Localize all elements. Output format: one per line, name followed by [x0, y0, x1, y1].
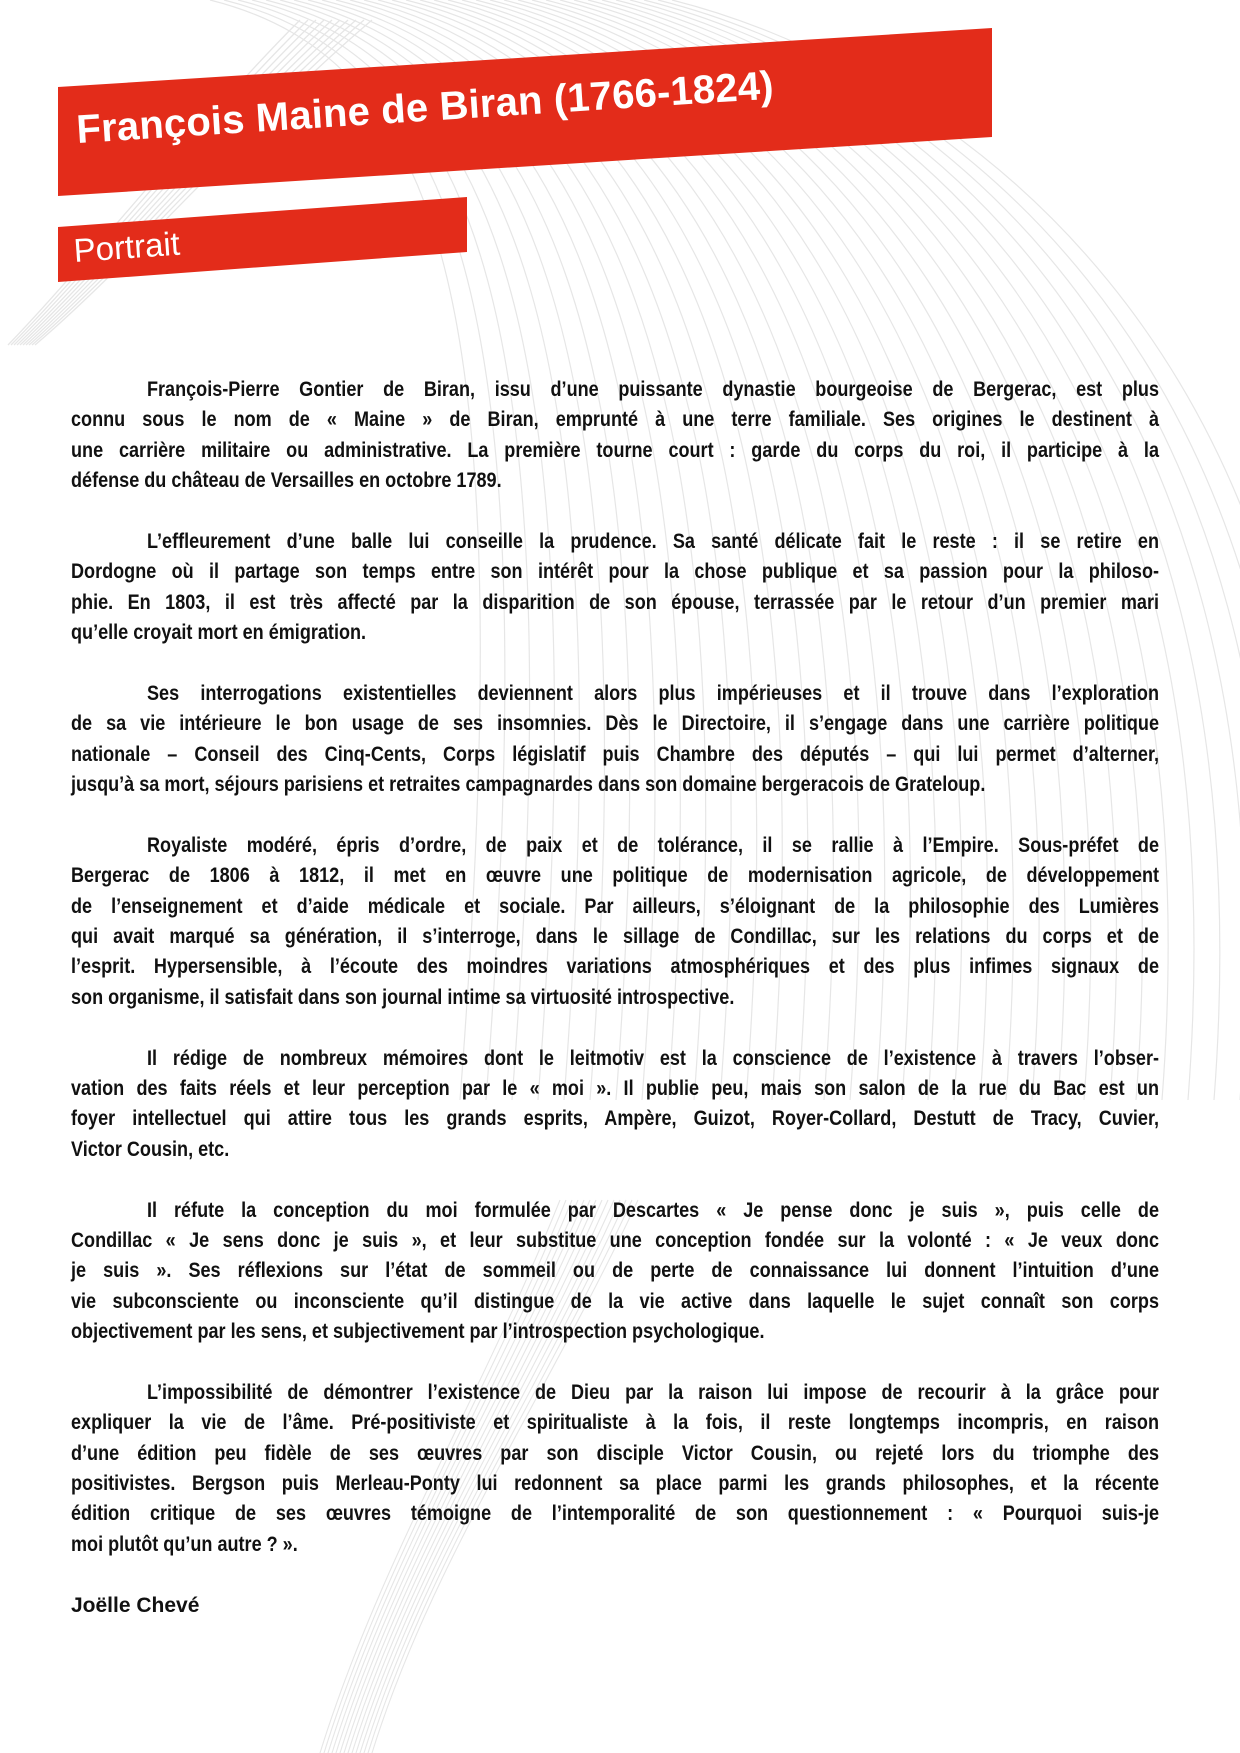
- paragraph-line: [71, 1287, 1159, 1317]
- paragraph-line-text: édition critique de ses œuvres témoigne de l’intemporalité de son questionnement : « Pourquoi suis-je: [71, 1502, 1160, 1526]
- paragraph-line-text: foyer intellectuel qui attire tous les grands esprits, Ampère, Guizot, Royer-Collard, Destutt de Tracy, Cuvier,: [71, 1107, 1159, 1131]
- paragraph-line: [71, 557, 1159, 587]
- paragraph-line-text: Ses interrogations existentielles deviennent alors plus impérieuses et il trouve dans l’exploration: [147, 681, 1160, 705]
- paragraph-line-text: Royaliste modéré, épris d’ordre, de paix et de tolérance, il se rallie à l’Empire. Sous-préfet de: [147, 833, 1159, 857]
- paragraph-line-text: expliquer la vie de l’âme. Pré-positiviste et spiritualiste à la fois, il reste longtemps incompris, en raison: [71, 1411, 1159, 1435]
- paragraph-line-text: d’une édition peu fidèle de ses œuvres par son disciple Victor Cousin, ou rejeté lors du triomphe des: [71, 1441, 1159, 1465]
- author-signature: Joëlle Chevé: [71, 1593, 200, 1617]
- article-paragraph: [71, 1044, 1159, 1166]
- paragraph-line-text: de l’enseignement et d’aide médicale et sociale. Par ailleurs, s’éloignant de la philosophie des Lumières: [71, 894, 1160, 918]
- paragraph-line-text: objectivement par les sens, et subjectivement par l’introspection psychologique.: [71, 1320, 765, 1344]
- paragraph-line: [71, 375, 1159, 405]
- paragraph-line-text: qu’elle croyait mort en émigration.: [71, 621, 367, 645]
- paragraph-line-text: l’esprit. Hypersensible, à l’écoute des moindres variations atmosphériques et des plus infimes signaux de: [71, 955, 1159, 979]
- paragraph-line: [71, 1317, 1159, 1347]
- paragraph-line: [71, 983, 1159, 1013]
- paragraph-line-text: Condillac « Je sens donc je suis », et leur substitue une conception fondée sur la volonté : « Je veux donc: [71, 1228, 1159, 1252]
- paragraph-line: [71, 1226, 1159, 1256]
- page-title: François Maine de Biran (1766-1824): [75, 63, 775, 153]
- paragraph-line-text: son organisme, il satisfait dans son journal intime sa virtuosité introspective.: [71, 985, 735, 1009]
- paragraph-line-text: jusqu’à sa mort, séjours parisiens et retraites campagnardes dans son domaine bergeracois de Grateloup.: [71, 773, 986, 797]
- paragraph-line: [71, 861, 1159, 891]
- paragraph-line: [71, 922, 1159, 952]
- paragraph-line-text: Il réfute la conception du moi formulée par Descartes « Je pense donc je suis », puis celle de: [147, 1198, 1160, 1222]
- article-paragraph: [71, 1196, 1159, 1348]
- paragraph-line-text: Il rédige de nombreux mémoires dont le leitmotiv est la conscience de l’existence à travers l’obser-: [147, 1046, 1160, 1070]
- article-body: [71, 375, 1159, 1621]
- paragraph-line: [71, 1044, 1159, 1074]
- paragraph-line-text: phie. En 1803, il est très affecté par la disparition de son épouse, terrassée par le retour d’un premier mari: [71, 590, 1159, 614]
- paragraph-line: [71, 1074, 1159, 1104]
- section-label: Portrait: [72, 224, 182, 270]
- paragraph-line: [71, 588, 1159, 618]
- article-paragraph: [71, 375, 1159, 497]
- paragraph-line: [71, 952, 1159, 982]
- article-paragraph: [71, 831, 1159, 1013]
- article-paragraph: [71, 527, 1159, 649]
- paragraph-line: [71, 527, 1159, 557]
- paragraph-line-text: L’effleurement d’une balle lui conseille la prudence. Sa santé délicate fait le reste : il se retire en: [147, 529, 1160, 553]
- paragraph-line: [71, 466, 1159, 496]
- paragraph-line: [71, 405, 1159, 435]
- paragraph-line: [71, 618, 1159, 648]
- paragraph-line-text: une carrière militaire ou administrative. La première tourne court : garde du corps du roi, il participe à la: [71, 438, 1159, 462]
- paragraph-line-text: positivistes. Bergson puis Merleau-Ponty lui redonnent sa place parmi les grands philosophes, et la récente: [71, 1472, 1159, 1496]
- paragraph-line: [71, 770, 1159, 800]
- paragraph-line-text: je suis ». Ses réflexions sur l’état de sommeil ou de perte de connaissance lui donnent l’intuition d’une: [71, 1259, 1159, 1283]
- paragraph-line: [71, 1469, 1159, 1499]
- paragraph-line: [71, 1378, 1159, 1408]
- paragraph-line: [71, 740, 1159, 770]
- paragraph-line-text: Bergerac de 1806 à 1812, il met en œuvre une politique de modernisation agricole, de développement: [71, 864, 1159, 888]
- paragraph-line: [71, 892, 1159, 922]
- paragraph-line-text: nationale – Conseil des Cinq-Cents, Corps législatif puis Chambre des députés – qui lui permet d’alterner,: [71, 742, 1160, 766]
- paragraph-line: [71, 436, 1159, 466]
- paragraph-line: [71, 1530, 1159, 1560]
- paragraph-line-text: de sa vie intérieure le bon usage de ses insomnies. Dès le Directoire, il s’engage dans une carrière politique: [71, 712, 1159, 736]
- title-banner-shape: [0, 0, 1240, 320]
- paragraph-line: [71, 709, 1159, 739]
- paragraph-line: [71, 1256, 1159, 1286]
- paragraph-line: [71, 679, 1159, 709]
- article-paragraph: [71, 679, 1159, 801]
- paragraph-line: [71, 1439, 1159, 1469]
- paragraph-line-text: François-Pierre Gontier de Biran, issu d’une puissante dynastie bourgeoise de Bergerac, est plus: [147, 378, 1159, 401]
- paragraph-line-text: qui avait marqué sa génération, il s’interroge, dans le sillage de Condillac, sur les relations du corps et de: [71, 925, 1159, 949]
- paragraph-line-text: L’impossibilité de démontrer l’existence de Dieu par la raison lui impose de recourir à la grâce pour: [147, 1380, 1159, 1404]
- paragraph-line-text: défense du château de Versailles en octobre 1789.: [71, 469, 502, 493]
- paragraph-line-text: Dordogne où il partage son temps entre son intérêt pour la chose publique et sa passion pour la philoso-: [71, 560, 1160, 584]
- paragraph-line-text: vie subconsciente ou inconsciente qu’il distingue de la vie active dans laquelle le sujet connaît son corps: [71, 1289, 1159, 1313]
- paragraph-line: [71, 1499, 1159, 1529]
- paragraph-line: [71, 1135, 1159, 1165]
- paragraph-line-text: vation des faits réels et leur perception par le « moi ». Il publie peu, mais son salon de la rue du Bac est un: [71, 1076, 1160, 1100]
- paragraph-line-text: connu sous le nom de « Maine » de Biran, emprunté à une terre familiale. Ses origines le destinent à: [71, 408, 1159, 432]
- paragraph-line-text: Victor Cousin, etc.: [71, 1137, 230, 1161]
- paragraph-line: [71, 1104, 1159, 1134]
- paragraph-line-text: moi plutôt qu’un autre ? ».: [71, 1532, 298, 1556]
- paragraph-line: [71, 1408, 1159, 1438]
- article-paragraph: [71, 1378, 1159, 1560]
- paragraph-line: [71, 1196, 1159, 1226]
- paragraph-line: [71, 831, 1159, 861]
